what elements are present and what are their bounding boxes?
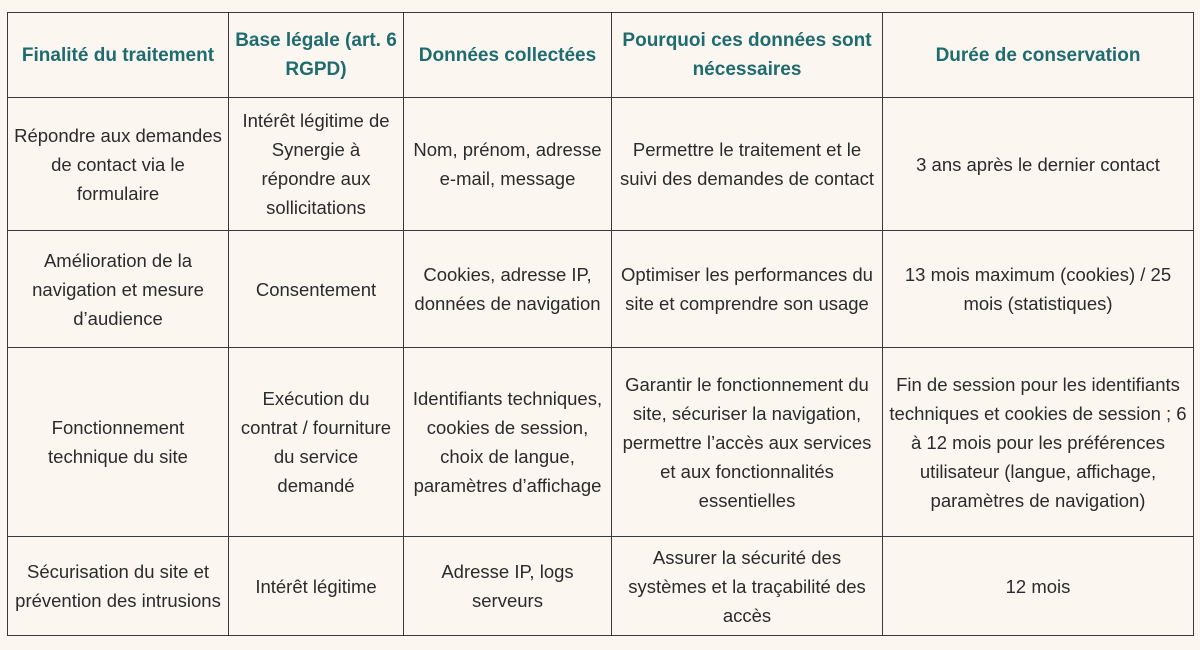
cell-legal-basis: Intérêt légitime (229, 537, 404, 636)
cell-purpose: Amélioration de la navigation et mesure d’audience (8, 231, 229, 348)
cell-purpose: Sécurisation du site et prévention des intrusions (8, 537, 229, 636)
gdpr-processing-table (7, 12, 1194, 636)
cell-legal-basis: Exécution du contrat / fourniture du service demandé (229, 348, 404, 537)
cell-data-collected: Cookies, adresse IP, données de navigation (404, 231, 612, 348)
cell-data-collected: Adresse IP, logs serveurs (404, 537, 612, 636)
gdpr-processing-table-container (7, 12, 1193, 636)
header-why-necessary: Pourquoi ces données sont nécessaires (612, 13, 883, 98)
cell-legal-basis: Consentement (229, 231, 404, 348)
cell-retention: 13 mois maximum (cookies) / 25 mois (statistiques) (883, 231, 1194, 348)
cell-purpose: Répondre aux demandes de contact via le formulaire (8, 98, 229, 231)
cell-retention: 3 ans après le dernier contact (883, 98, 1194, 231)
header-purpose: Finalité du traitement (8, 13, 229, 98)
cell-data-collected: Nom, prénom, adresse e-mail, message (404, 98, 612, 231)
table-row (8, 348, 1194, 537)
cell-legal-basis: Intérêt légitime de Synergie à répondre aux sollicitations (229, 98, 404, 231)
cell-retention: 12 mois (883, 537, 1194, 636)
table-row (8, 98, 1194, 231)
header-retention: Durée de conservation (883, 13, 1194, 98)
cell-why-necessary: Garantir le fonctionnement du site, sécuriser la navigation, permettre l’accès aux services et aux fonctionnalités essentielles (612, 348, 883, 537)
cell-retention: Fin de session pour les identifiants techniques et cookies de session ; 6 à 12 mois pour les préférences utilisateur (langue, affichage, paramètres de navigation) (883, 348, 1194, 537)
header-legal-basis: Base légale (art. 6 RGPD) (229, 13, 404, 98)
header-data-collected: Données collectées (404, 13, 612, 98)
cell-why-necessary: Assurer la sécurité des systèmes et la traçabilité des accès (612, 537, 883, 636)
cell-why-necessary: Permettre le traitement et le suivi des demandes de contact (612, 98, 883, 231)
table-row (8, 231, 1194, 348)
header-row (8, 13, 1194, 98)
cell-purpose: Fonctionnement technique du site (8, 348, 229, 537)
table-row (8, 537, 1194, 636)
cell-why-necessary: Optimiser les performances du site et comprendre son usage (612, 231, 883, 348)
cell-data-collected: Identifiants techniques, cookies de session, choix de langue, paramètres d’affichage (404, 348, 612, 537)
